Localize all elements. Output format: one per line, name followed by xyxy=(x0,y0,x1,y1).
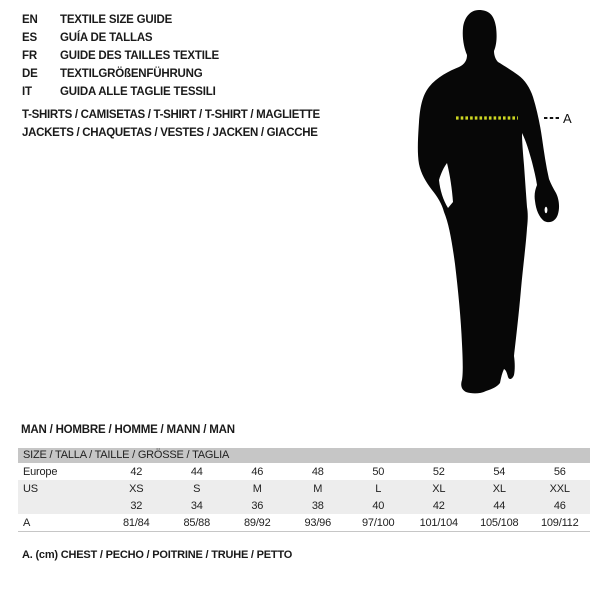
language-code: ES xyxy=(22,32,37,44)
size-cell: 32 xyxy=(130,499,143,512)
size-cell: 42 xyxy=(432,499,445,512)
man-figure xyxy=(395,5,580,400)
row-label: A xyxy=(23,516,31,529)
language-title: GUIDA ALLE TAGLIE TESSILI xyxy=(60,86,216,98)
size-cell: 89/92 xyxy=(243,516,271,529)
thumb-notch xyxy=(545,207,548,213)
section-title-man: MAN / HOMBRE / HOMME / MANN / MAN xyxy=(21,424,235,436)
table-row-europe xyxy=(18,463,590,480)
size-cell: 36 xyxy=(251,499,264,512)
size-cell: 46 xyxy=(553,499,566,512)
size-cell: S xyxy=(193,482,201,495)
man-silhouette xyxy=(418,10,559,393)
size-cell: 42 xyxy=(130,465,143,478)
category-line-jackets: JACKETS / CHAQUETAS / VESTES / JACKEN / GIACCHE xyxy=(22,127,318,139)
language-title: GUÍA DE TALLAS xyxy=(60,32,153,44)
language-row-it xyxy=(22,83,219,101)
language-title: TEXTILGRÖßENFÜHRUNG xyxy=(60,68,203,80)
measure-label-a: A xyxy=(563,111,572,126)
size-cell: 46 xyxy=(251,465,264,478)
size-cell: 40 xyxy=(372,499,385,512)
row-label: US xyxy=(23,482,38,495)
measurement-footnote: A. (cm) CHEST / PECHO / POITRINE / TRUHE / PETTO xyxy=(22,549,293,561)
language-row-de xyxy=(22,65,219,83)
size-table xyxy=(18,448,590,532)
language-title: TEXTILE SIZE GUIDE xyxy=(60,14,173,26)
language-row-fr xyxy=(22,47,219,65)
language-title: GUIDE DES TAILLES TEXTILE xyxy=(60,50,219,62)
size-cell: 44 xyxy=(190,465,203,478)
language-code: IT xyxy=(22,86,32,98)
size-cell: 38 xyxy=(311,499,324,512)
size-cell: XL xyxy=(432,482,446,495)
size-cell: 93/96 xyxy=(304,516,332,529)
size-cell: XS xyxy=(129,482,144,495)
category-lines xyxy=(22,106,320,142)
size-cell: 52 xyxy=(432,465,445,478)
language-code: EN xyxy=(22,14,38,26)
size-cell: 97/100 xyxy=(362,516,395,529)
language-list xyxy=(22,11,219,101)
size-table-header: SIZE / TALLA / TAILLE / GRÖSSE / TAGLIA xyxy=(18,448,590,463)
size-cell: 81/84 xyxy=(122,516,150,529)
language-row-en xyxy=(22,11,219,29)
size-cell: 44 xyxy=(493,499,506,512)
size-cell: 105/108 xyxy=(480,516,519,529)
table-row-us xyxy=(18,480,590,497)
table-row-us-numeric xyxy=(18,497,590,514)
size-cell: XL xyxy=(492,482,506,495)
size-cell: 50 xyxy=(372,465,385,478)
size-cell: 34 xyxy=(190,499,203,512)
size-cell: 109/112 xyxy=(540,516,579,529)
size-cell: XXL xyxy=(549,482,570,495)
size-cell: 54 xyxy=(493,465,506,478)
size-cell: 101/104 xyxy=(419,516,458,529)
size-cell: 85/88 xyxy=(183,516,211,529)
table-row-chest xyxy=(18,514,590,531)
size-cell: 48 xyxy=(311,465,324,478)
language-row-es xyxy=(22,29,219,47)
language-code: FR xyxy=(22,50,37,62)
size-cell: M xyxy=(313,482,323,495)
row-label: Europe xyxy=(23,465,58,478)
category-line-tshirts: T-SHIRTS / CAMISETAS / T-SHIRT / T-SHIRT / MAGLIETTE xyxy=(22,109,320,121)
size-cell: M xyxy=(252,482,262,495)
size-cell: 56 xyxy=(553,465,566,478)
size-cell: L xyxy=(375,482,382,495)
language-code: DE xyxy=(22,68,38,80)
